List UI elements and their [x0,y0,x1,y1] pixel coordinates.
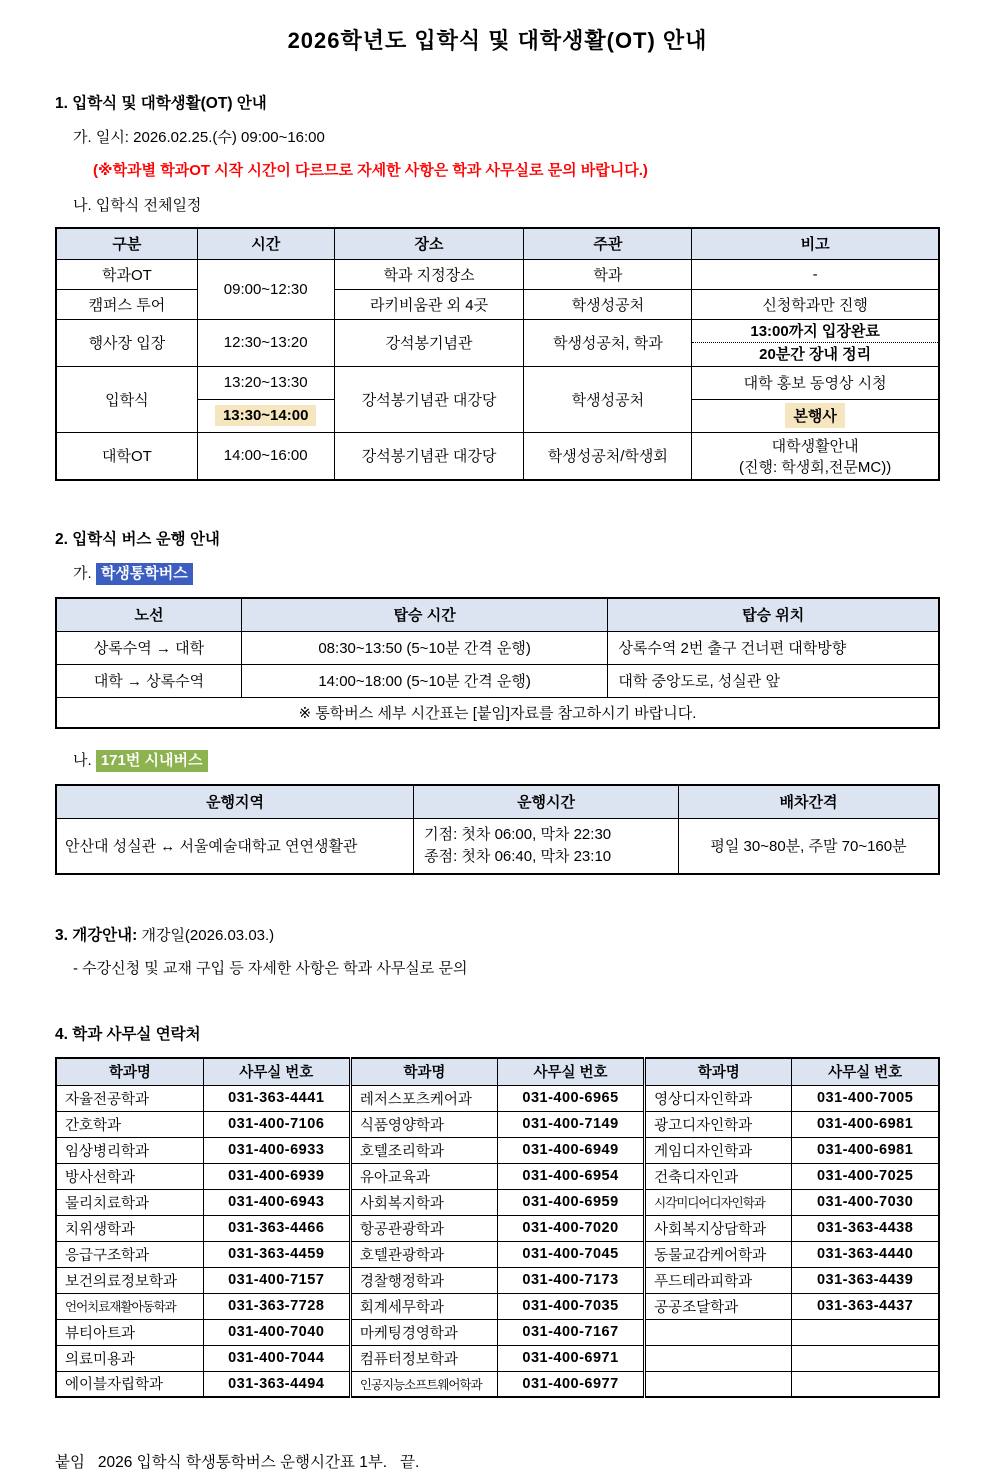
department-name: 응급구조학과 [56,1241,203,1267]
office-phone: 031-400-6933 [203,1137,350,1163]
department-name: 공공조달학과 [645,1293,792,1319]
column-header: 운행시간 [414,785,679,818]
event-note [692,432,939,480]
office-phone: 031-400-6939 [203,1163,350,1189]
semester-heading-bold: 3. 개강안내: [55,927,138,944]
event-type: 입학식 [56,366,197,432]
label-prefix: 나. [73,752,92,769]
department-name: 푸드테라피학과 [645,1267,792,1293]
office-phone: 031-400-7045 [497,1241,644,1267]
office-phone: 031-400-7040 [203,1319,350,1345]
office-phone: 031-400-6949 [497,1137,644,1163]
office-phone: 031-363-4440 [792,1241,939,1267]
event-time: 09:00~12:30 [197,259,334,319]
shuttle-note-row [56,697,939,728]
column-header: 운행지역 [56,785,414,818]
column-header: 학과명 [645,1058,792,1085]
department-name: 게임디자인학과 [645,1137,792,1163]
city-bus-label-line [73,749,940,770]
note-line: (진행: 학생회,전문MC)) [738,458,892,476]
note-line: 20분간 장내 정리 [759,345,872,363]
bus-interval: 평일 30~80분, 주말 70~160분 [679,818,940,874]
department-name: 식품영양학과 [350,1111,497,1137]
office-phone: 031-400-7173 [497,1267,644,1293]
office-phone: 031-363-4494 [203,1371,350,1397]
contact-row [56,1189,939,1215]
shuttle-header-row [56,598,939,631]
bus-route: 안산대 성실관 ↔ 서울예술대학교 연연생활관 [56,818,414,874]
contact-row [56,1267,939,1293]
schedule-row-campus-tour [56,289,939,319]
office-phone: 031-400-7167 [497,1319,644,1345]
office-phone: 031-400-6943 [203,1189,350,1215]
column-header: 학과명 [56,1058,203,1085]
event-date-line: 가. 일시: 2026.02.25.(수) 09:00~16:00 [73,129,325,146]
office-phone: 031-400-6954 [497,1163,644,1189]
schedule-row-dept-ot [56,259,939,289]
column-header: 사무실 번호 [792,1058,939,1085]
event-place: 라키비움관 외 4곳 [334,289,524,319]
contacts-header-row [56,1058,939,1085]
column-header: 사무실 번호 [203,1058,350,1085]
citybus-row [56,818,939,874]
shuttle-row [56,631,939,664]
department-name: 간호학과 [56,1111,203,1137]
shuttle-row [56,664,939,697]
event-time-highlighted [197,399,334,432]
office-phone: 031-363-4459 [203,1241,350,1267]
first-bus-line: 기점: 첫차 06:00, 막차 22:30 [424,825,612,843]
department-name [645,1319,792,1345]
contact-row [56,1319,939,1345]
department-name: 컴퓨터정보학과 [350,1345,497,1371]
column-header: 노선 [56,598,241,631]
event-note [692,319,939,366]
bus-location: 대학 중앙도로, 성실관 앞 [608,664,939,697]
bus-times [414,818,679,874]
office-phone [792,1371,939,1397]
column-header: 탑승 시간 [241,598,607,631]
contacts-body [56,1085,939,1397]
bus-route: 대학 → 상록수역 [56,664,241,697]
label-prefix: 가. [73,565,92,582]
department-name: 마케팅경영학과 [350,1319,497,1345]
department-name: 물리치료학과 [56,1189,203,1215]
contact-row [56,1215,939,1241]
contact-row [56,1163,939,1189]
column-header: 시간 [197,228,334,259]
office-phone: 031-363-4438 [792,1215,939,1241]
event-place: 강석봉기념관 [334,319,524,366]
highlighted-note: 본행사 [785,403,844,428]
contact-row [56,1111,939,1137]
event-host: 학생성공처, 학과 [524,319,692,366]
department-name: 경찰행정학과 [350,1267,497,1293]
event-host: 학생성공처 [524,366,692,432]
office-phone: 031-400-7149 [497,1111,644,1137]
semester-heading-rest: 개강일(2026.03.03.) [137,927,275,944]
event-place: 학과 지정장소 [334,259,524,289]
schedule-row-entry [56,319,939,366]
department-name: 치위생학과 [56,1215,203,1241]
highlighted-time: 13:30~14:00 [215,405,317,426]
office-phone: 031-363-4439 [792,1267,939,1293]
event-time: 12:30~13:20 [197,319,334,366]
section1-heading: 1. 입학식 및 대학생활(OT) 안내 [55,95,267,112]
last-bus-line: 종점: 첫차 06:40, 막차 23:10 [424,847,612,865]
department-name: 의료미용과 [56,1345,203,1371]
bus-time: 14:00~18:00 (5~10분 간격 운행) [241,664,607,697]
column-header: 주관 [524,228,692,259]
office-phone: 031-400-6981 [792,1137,939,1163]
event-time: 13:20~13:30 [197,366,334,399]
office-phone: 031-400-7044 [203,1345,350,1371]
department-name: 사회복지상담학과 [645,1215,792,1241]
city-bus-label: 171번 시내버스 [96,750,208,772]
office-phone: 031-400-6981 [792,1111,939,1137]
event-note: 대학 홍보 동영상 시청 [692,366,939,399]
event-place: 강석봉기념관 대강당 [334,432,524,480]
department-name: 임상병리학과 [56,1137,203,1163]
event-note: - [692,259,939,289]
section3-heading [55,923,940,945]
event-host: 학생성공처/학생회 [524,432,692,480]
schedule-header-row [56,228,939,259]
event-type: 행사장 입장 [56,319,197,366]
shuttle-note: ※ 통학버스 세부 시간표는 [붙임]자료를 참고하시기 바랍니다. [56,697,939,728]
office-phone: 031-400-7035 [497,1293,644,1319]
event-note-highlighted [692,399,939,432]
department-name: 자율전공학과 [56,1085,203,1111]
office-phone: 031-400-6977 [497,1371,644,1397]
bus-route: 상록수역 → 대학 [56,631,241,664]
office-phone: 031-363-7728 [203,1293,350,1319]
citybus-header-row [56,785,939,818]
department-name: 영상디자인학과 [645,1085,792,1111]
office-phone [792,1319,939,1345]
office-phone: 031-400-6959 [497,1189,644,1215]
schedule-table [55,227,940,481]
office-phone: 031-400-7005 [792,1085,939,1111]
column-header: 사무실 번호 [497,1058,644,1085]
office-phone: 031-400-6971 [497,1345,644,1371]
event-host: 학생성공처 [524,289,692,319]
office-phone: 031-400-7020 [497,1215,644,1241]
shuttle-bus-table [55,597,940,729]
department-name: 인공지능소프트웨어학과 [350,1371,497,1397]
department-name: 광고디자인학과 [645,1111,792,1137]
event-type: 학과OT [56,259,197,289]
event-place: 강석봉기념관 대강당 [334,366,524,432]
contact-row [56,1137,939,1163]
contacts-table [55,1057,940,1398]
office-phone: 031-400-7025 [792,1163,939,1189]
contact-row [56,1241,939,1267]
section4-heading: 4. 학과 사무실 연락처 [55,1026,201,1043]
department-name: 동물교감케어학과 [645,1241,792,1267]
department-name: 회계세무학과 [350,1293,497,1319]
note-line: 대학생활안내 [771,437,859,455]
department-name: 에이블자립학과 [56,1371,203,1397]
office-phone: 031-400-7106 [203,1111,350,1137]
schedule-row-univ-ot [56,432,939,480]
column-header: 학과명 [350,1058,497,1085]
contact-row [56,1085,939,1111]
event-host: 학과 [524,259,692,289]
office-phone: 031-363-4437 [792,1293,939,1319]
department-name: 보건의료정보학과 [56,1267,203,1293]
department-name: 호텔조리학과 [350,1137,497,1163]
department-name: 유아교육과 [350,1163,497,1189]
section2-heading: 2. 입학식 버스 운행 안내 [55,531,220,548]
column-header: 장소 [334,228,524,259]
office-phone: 031-400-7030 [792,1189,939,1215]
department-name: 항공관광학과 [350,1215,497,1241]
department-name: 언어치료재활아동학과 [56,1293,203,1319]
department-name: 시각미디어디자인학과 [645,1189,792,1215]
column-header: 구분 [56,228,197,259]
event-type: 캠퍼스 투어 [56,289,197,319]
department-name [645,1345,792,1371]
schedule-subheading: 나. 입학식 전체일정 [73,197,202,214]
column-header: 비고 [692,228,939,259]
department-name: 호텔관광학과 [350,1241,497,1267]
event-time: 14:00~16:00 [197,432,334,480]
shuttle-bus-label-line [73,562,940,583]
office-phone [792,1345,939,1371]
department-name: 건축디자인과 [645,1163,792,1189]
office-phone: 031-400-6965 [497,1085,644,1111]
office-phone: 031-363-4441 [203,1085,350,1111]
attachment-note: 붙임 2026 입학식 학생통학버스 운행시간표 1부. 끝. [55,1454,420,1471]
bus-time: 08:30~13:50 (5~10분 간격 운행) [241,631,607,664]
department-name [645,1371,792,1397]
event-type: 대학OT [56,432,197,480]
department-name: 레저스포츠케어과 [350,1085,497,1111]
contact-row [56,1345,939,1371]
note-line: 13:00까지 입장완료 [692,320,938,343]
semester-note: - 수강신청 및 교재 구입 등 자세한 사항은 학과 사무실로 문의 [73,960,468,977]
event-note: 신청학과만 진행 [692,289,939,319]
contact-row [56,1293,939,1319]
department-name: 방사선학과 [56,1163,203,1189]
department-name: 뷰티아트과 [56,1319,203,1345]
department-name: 사회복지학과 [350,1189,497,1215]
ot-time-notice: (※학과별 학과OT 시작 시간이 다르므로 자세한 사항은 학과 사무실로 문의 바랍니다.) [93,162,648,179]
shuttle-bus-label: 학생통학버스 [96,563,193,585]
office-phone: 031-363-4466 [203,1215,350,1241]
page-title: 2026학년도 입학식 및 대학생활(OT) 안내 [287,28,708,53]
schedule-row-ceremony-1 [56,366,939,399]
column-header: 배차간격 [679,785,940,818]
column-header: 탑승 위치 [608,598,939,631]
section3 [55,923,940,978]
city-bus-table [55,784,940,875]
office-phone: 031-400-7157 [203,1267,350,1293]
contact-row [56,1371,939,1397]
bus-location: 상록수역 2번 출구 건너편 대학방향 [608,631,939,664]
